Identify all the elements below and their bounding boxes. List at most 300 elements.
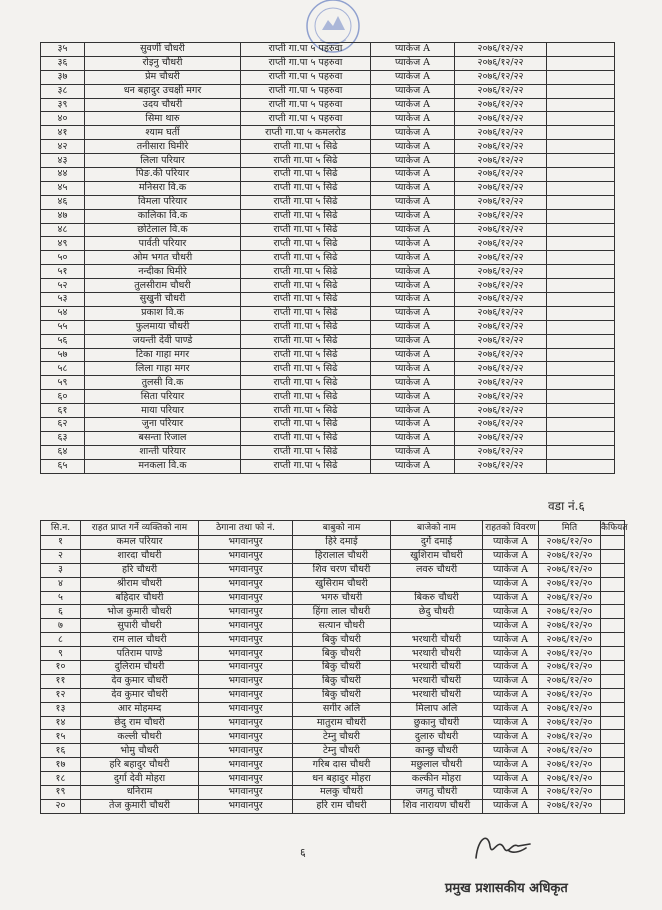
table-row [41, 591, 625, 605]
address-cell: भगवानपुर [199, 536, 293, 550]
grandfather-name-cell: मछुलाल चौधरी [391, 758, 483, 772]
date-cell: २०७६/१२/२२ [455, 112, 547, 126]
father-name-cell: बिकु चौधरी [293, 674, 391, 688]
serial-cell: ४५ [41, 181, 85, 195]
address-cell: राप्ती गा.पा ५ सिढे [241, 418, 371, 432]
table-row [41, 195, 615, 209]
table-row [41, 445, 615, 459]
name-cell: राम लाल चौधरी [81, 633, 199, 647]
address-cell: भगवानपुर [199, 661, 293, 675]
table-row [41, 418, 615, 432]
address-cell: राप्ती गा.पा ५ सिढे [241, 154, 371, 168]
date-cell: २०७६/१२/२० [539, 730, 601, 744]
table-row [41, 84, 615, 98]
column-header: सि.न. [41, 521, 81, 536]
date-cell: २०७६/१२/२२ [455, 431, 547, 445]
name-cell: मनकला वि.क [85, 459, 241, 473]
table-row [41, 744, 625, 758]
serial-cell: १ [41, 536, 81, 550]
relief-cell: प्याकेज A [483, 605, 539, 619]
father-name-cell: खुसिराम चौधरी [293, 577, 391, 591]
address-cell: भगवानपुर [199, 730, 293, 744]
grandfather-name-cell: कल्कीन मोहरा [391, 772, 483, 786]
father-name-cell: बिकु चौधरी [293, 661, 391, 675]
remarks-cell [547, 431, 615, 445]
name-cell: श्रीराम चौधरी [81, 577, 199, 591]
table-row [41, 293, 615, 307]
date-cell: २०७६/१२/२० [539, 702, 601, 716]
relief-cell: प्याकेज A [371, 459, 455, 473]
relief-cell: प्याकेज A [483, 702, 539, 716]
table-row [41, 536, 625, 550]
grandfather-name-cell: भरथारी चौधरी [391, 647, 483, 661]
relief-cell: प्याकेज A [483, 744, 539, 758]
relief-cell: प्याकेज A [483, 549, 539, 563]
father-name-cell: बिकु चौधरी [293, 633, 391, 647]
remarks-cell [601, 563, 625, 577]
name-cell: टिका गाहा मगर [85, 348, 241, 362]
relief-cell: प्याकेज A [371, 98, 455, 112]
relief-table-continued [40, 42, 615, 474]
date-cell: २०७६/१२/२२ [455, 418, 547, 432]
address-cell: राप्ती गा.पा ५ सिढे [241, 265, 371, 279]
relief-cell: प्याकेज A [371, 418, 455, 432]
relief-cell: प्याकेज A [371, 112, 455, 126]
date-cell: २०७६/१२/२० [539, 674, 601, 688]
name-cell: पिङ.की परियार [85, 168, 241, 182]
date-cell: २०७६/१२/२२ [455, 459, 547, 473]
serial-cell: ६५ [41, 459, 85, 473]
relief-cell: प्याकेज A [371, 431, 455, 445]
serial-cell: १५ [41, 730, 81, 744]
table-row [41, 633, 625, 647]
address-cell: राप्ती गा.पा ५ सिढे [241, 293, 371, 307]
relief-cell: प्याकेज A [371, 279, 455, 293]
father-name-cell: टेम्नु चौधरी [293, 730, 391, 744]
name-cell: फुलमाया चौधरी [85, 320, 241, 334]
table-row [41, 647, 625, 661]
date-cell: २०७६/१२/२२ [455, 306, 547, 320]
address-cell: राप्ती गा.पा ५ सिढे [241, 404, 371, 418]
address-cell: भगवानपुर [199, 647, 293, 661]
table-row [41, 799, 625, 813]
remarks-cell [547, 237, 615, 251]
table-row [41, 605, 625, 619]
name-cell: धन बहादुर उचक्षी मगर [85, 84, 241, 98]
serial-cell: ५५ [41, 320, 85, 334]
relief-cell: प्याकेज A [371, 404, 455, 418]
date-cell: २०७६/१२/२२ [455, 154, 547, 168]
relief-cell: प्याकेज A [483, 674, 539, 688]
address-cell: राप्ती गा.पा ५ सिढे [241, 320, 371, 334]
relief-cell: प्याकेज A [371, 56, 455, 70]
table-row [41, 140, 615, 154]
remarks-cell [547, 43, 615, 57]
name-cell: प्रकाश वि.क [85, 306, 241, 320]
address-cell: राप्ती गा.पा ५ सिढे [241, 237, 371, 251]
name-cell: हरि चौधरी [81, 563, 199, 577]
name-cell: कल्ली चौधरी [81, 730, 199, 744]
table-row [41, 688, 625, 702]
remarks-cell [547, 404, 615, 418]
remarks-cell [547, 390, 615, 404]
father-name-cell: हिरे दमाई [293, 536, 391, 550]
relief-cell: प्याकेज A [371, 154, 455, 168]
address-cell: भगवानपुर [199, 605, 293, 619]
table-row [41, 334, 615, 348]
grandfather-name-cell: भरथारी चौधरी [391, 674, 483, 688]
address-cell: राप्ती गा.पा ५ पहरुवा [241, 56, 371, 70]
table-row [41, 758, 625, 772]
table-row [41, 772, 625, 786]
date-cell: २०७६/१२/२२ [455, 43, 547, 57]
relief-cell: प्याकेज A [371, 168, 455, 182]
address-cell: राप्ती गा.पा ५ सिढे [241, 348, 371, 362]
address-cell: राप्ती गा.पा ५ कमलरोड [241, 126, 371, 140]
date-cell: २०७६/१२/२० [539, 619, 601, 633]
date-cell: २०७६/१२/२२ [455, 195, 547, 209]
relief-cell: प्याकेज A [371, 362, 455, 376]
table-row [41, 786, 625, 800]
table-row [41, 376, 615, 390]
name-cell: उदय चौधरी [85, 98, 241, 112]
serial-cell: ५ [41, 591, 81, 605]
remarks-cell [547, 70, 615, 84]
remarks-cell [547, 376, 615, 390]
serial-cell: ४९ [41, 237, 85, 251]
name-cell: तेज कुमारी चौधरी [81, 799, 199, 813]
table-row [41, 362, 615, 376]
name-cell: सुपारी चौधरी [81, 619, 199, 633]
relief-cell: प्याकेज A [483, 730, 539, 744]
father-name-cell: हिंगा लाल चौधरी [293, 605, 391, 619]
remarks-cell [547, 56, 615, 70]
date-cell: २०७६/१२/२० [539, 577, 601, 591]
address-cell: राप्ती गा.पा ५ सिढे [241, 181, 371, 195]
name-cell: विमला परियार [85, 195, 241, 209]
date-cell: २०७६/१२/२२ [455, 209, 547, 223]
relief-cell: प्याकेज A [483, 577, 539, 591]
relief-cell: प्याकेज A [371, 140, 455, 154]
remarks-cell [547, 459, 615, 473]
name-cell: जयन्ती देवी पाण्डे [85, 334, 241, 348]
remarks-cell [547, 348, 615, 362]
relief-cell: प्याकेज A [371, 293, 455, 307]
serial-cell: ४ [41, 577, 81, 591]
serial-cell: ५० [41, 251, 85, 265]
address-cell: राप्ती गा.पा ५ सिढे [241, 306, 371, 320]
name-cell: तुलसी वि.क [85, 376, 241, 390]
table-row [41, 716, 625, 730]
serial-cell: ६३ [41, 431, 85, 445]
grandfather-name-cell: मिलाप अलि [391, 702, 483, 716]
date-cell: २०७६/१२/२२ [455, 279, 547, 293]
address-cell: राप्ती गा.पा ५ सिढे [241, 390, 371, 404]
grandfather-name-cell [391, 577, 483, 591]
relief-cell: प्याकेज A [371, 70, 455, 84]
name-cell: प्रेम चौधरी [85, 70, 241, 84]
date-cell: २०७६/१२/२२ [455, 362, 547, 376]
name-cell: धनिराम [81, 786, 199, 800]
grandfather-name-cell: भरथारी चौधरी [391, 688, 483, 702]
date-cell: २०७६/१२/२२ [455, 334, 547, 348]
table-row [41, 154, 615, 168]
serial-cell: ४६ [41, 195, 85, 209]
serial-cell: १२ [41, 688, 81, 702]
remarks-cell [601, 716, 625, 730]
remarks-cell [547, 445, 615, 459]
serial-cell: ५९ [41, 376, 85, 390]
serial-cell: ५३ [41, 293, 85, 307]
table-row [41, 265, 615, 279]
name-cell: शारदा चौधरी [81, 549, 199, 563]
serial-cell: ५२ [41, 279, 85, 293]
address-cell: भगवानपुर [199, 619, 293, 633]
address-cell: भगवानपुर [199, 577, 293, 591]
grandfather-name-cell [391, 619, 483, 633]
name-cell: देव कुमार चौधरी [81, 674, 199, 688]
relief-cell: प्याकेज A [371, 265, 455, 279]
table-row [41, 237, 615, 251]
name-cell: तनीसारा घिमीरे [85, 140, 241, 154]
serial-cell: ५१ [41, 265, 85, 279]
serial-cell: १९ [41, 786, 81, 800]
serial-cell: २ [41, 549, 81, 563]
address-cell: भगवानपुर [199, 758, 293, 772]
serial-cell: १३ [41, 702, 81, 716]
relief-cell: प्याकेज A [483, 536, 539, 550]
date-cell: २०७६/१२/२२ [455, 70, 547, 84]
relief-table-ward-6 [40, 520, 628, 814]
address-cell: भगवानपुर [199, 563, 293, 577]
remarks-cell [601, 702, 625, 716]
remarks-cell [601, 647, 625, 661]
date-cell: २०७६/१२/२२ [455, 251, 547, 265]
name-cell: नन्दीका घिमीरे [85, 265, 241, 279]
address-cell: राप्ती गा.पा ५ पहरुवा [241, 112, 371, 126]
relief-cell: प्याकेज A [371, 223, 455, 237]
address-cell: राप्ती गा.पा ५ पहरुवा [241, 43, 371, 57]
name-cell: दुलिराम चौधरी [81, 661, 199, 675]
serial-cell: ११ [41, 674, 81, 688]
address-cell: राप्ती गा.पा ५ सिढे [241, 279, 371, 293]
date-cell: २०७६/१२/२० [539, 536, 601, 550]
page-number: ६ [300, 846, 306, 859]
date-cell: २०७६/१२/२२ [455, 140, 547, 154]
relief-cell: प्याकेज A [371, 334, 455, 348]
remarks-cell [547, 279, 615, 293]
name-cell: लिला परियार [85, 154, 241, 168]
address-cell: राप्ती गा.पा ५ सिढे [241, 223, 371, 237]
column-header: राहतको विवरण [483, 521, 539, 536]
serial-cell: ५४ [41, 306, 85, 320]
father-name-cell: सगीर अलि [293, 702, 391, 716]
relief-cell: प्याकेज A [371, 84, 455, 98]
remarks-cell [547, 195, 615, 209]
table-row [41, 348, 615, 362]
name-cell: देव कुमार चौधरी [81, 688, 199, 702]
serial-cell: ७ [41, 619, 81, 633]
serial-cell: ६ [41, 605, 81, 619]
grandfather-name-cell: जगतु चौधरी [391, 786, 483, 800]
address-cell: राप्ती गा.पा ५ सिढे [241, 362, 371, 376]
serial-cell: ४३ [41, 154, 85, 168]
address-cell: भगवानपुर [199, 633, 293, 647]
table-row [41, 168, 615, 182]
table-row [41, 251, 615, 265]
address-cell: राप्ती गा.पा ५ सिढे [241, 251, 371, 265]
remarks-cell [601, 536, 625, 550]
address-cell: भगवानपुर [199, 549, 293, 563]
relief-cell: प्याकेज A [483, 591, 539, 605]
serial-cell: ३९ [41, 98, 85, 112]
remarks-cell [547, 320, 615, 334]
remarks-cell [547, 98, 615, 112]
grandfather-name-cell: दुलारु चौधरी [391, 730, 483, 744]
father-name-cell: हिरालाल चौधरी [293, 549, 391, 563]
serial-cell: २० [41, 799, 81, 813]
table-row [41, 431, 615, 445]
grandfather-name-cell: भरथारी चौधरी [391, 633, 483, 647]
remarks-cell [601, 786, 625, 800]
relief-cell: प्याकेज A [371, 390, 455, 404]
relief-cell: प्याकेज A [483, 563, 539, 577]
serial-cell: १७ [41, 758, 81, 772]
date-cell: २०७६/१२/२० [539, 758, 601, 772]
name-cell: कमल परियार [81, 536, 199, 550]
date-cell: २०७६/१२/२२ [455, 168, 547, 182]
relief-cell: प्याकेज A [371, 445, 455, 459]
name-cell: सिता परियार [85, 390, 241, 404]
column-header: मिति [539, 521, 601, 536]
date-cell: २०७६/१२/२० [539, 647, 601, 661]
remarks-cell [547, 126, 615, 140]
date-cell: २०७६/१२/२० [539, 661, 601, 675]
serial-cell: ८ [41, 633, 81, 647]
remarks-cell [601, 619, 625, 633]
serial-cell: ५८ [41, 362, 85, 376]
date-cell: २०७६/१२/२० [539, 633, 601, 647]
date-cell: २०७६/१२/२० [539, 716, 601, 730]
serial-cell: ४८ [41, 223, 85, 237]
remarks-cell [547, 265, 615, 279]
name-cell: कालिका वि.क [85, 209, 241, 223]
date-cell: २०७६/१२/२० [539, 591, 601, 605]
relief-cell: प्याकेज A [483, 772, 539, 786]
name-cell: पतिराम पाण्डे [81, 647, 199, 661]
relief-cell: प्याकेज A [483, 647, 539, 661]
address-cell: भगवानपुर [199, 744, 293, 758]
relief-cell: प्याकेज A [483, 758, 539, 772]
relief-cell: प्याकेज A [483, 716, 539, 730]
name-cell: ओम भगत चौधरी [85, 251, 241, 265]
grandfather-name-cell: दुर्गे दमाई [391, 536, 483, 550]
table-row [41, 674, 625, 688]
date-cell: २०७६/१२/२२ [455, 320, 547, 334]
remarks-cell [601, 591, 625, 605]
grandfather-name-cell: लवरु चौधरी [391, 563, 483, 577]
remarks-cell [601, 674, 625, 688]
serial-cell: १६ [41, 744, 81, 758]
date-cell: २०७६/१२/२२ [455, 445, 547, 459]
remarks-cell [547, 181, 615, 195]
address-cell: राप्ती गा.पा ५ सिढे [241, 376, 371, 390]
remarks-cell [547, 223, 615, 237]
table-row [41, 112, 615, 126]
father-name-cell: टेम्नु चौधरी [293, 744, 391, 758]
address-cell: राप्ती गा.पा ५ पहरुवा [241, 70, 371, 84]
serial-cell: ६१ [41, 404, 85, 418]
relief-cell: प्याकेज A [371, 209, 455, 223]
address-cell: भगवानपुर [199, 702, 293, 716]
name-cell: छेदु राम चौधरी [81, 716, 199, 730]
table-row [41, 320, 615, 334]
relief-cell: प्याकेज A [483, 619, 539, 633]
name-cell: लिला गाहा मगर [85, 362, 241, 376]
table-row [41, 390, 615, 404]
table-row [41, 181, 615, 195]
remarks-cell [601, 744, 625, 758]
serial-cell: ३६ [41, 56, 85, 70]
remarks-cell [547, 362, 615, 376]
date-cell: २०७६/१२/२० [539, 563, 601, 577]
remarks-cell [601, 605, 625, 619]
father-name-cell: गरिब दास चौधरी [293, 758, 391, 772]
name-cell: सुवर्णी चौधरी [85, 43, 241, 57]
grandfather-name-cell: छुकानु चौधरी [391, 716, 483, 730]
serial-cell: ३ [41, 563, 81, 577]
date-cell: २०७६/१२/२० [539, 799, 601, 813]
address-cell: राप्ती गा.पा ५ सिढे [241, 140, 371, 154]
table-row [41, 404, 615, 418]
address-cell: राप्ती गा.पा ५ सिढे [241, 459, 371, 473]
father-name-cell: शिव चरण चौधरी [293, 563, 391, 577]
remarks-cell [547, 418, 615, 432]
date-cell: २०७६/१२/२० [539, 688, 601, 702]
table-row [41, 223, 615, 237]
father-name-cell: बिकु चौधरी [293, 647, 391, 661]
date-cell: २०७६/१२/२२ [455, 265, 547, 279]
address-cell: राप्ती गा.पा ५ सिढे [241, 431, 371, 445]
serial-cell: ३७ [41, 70, 85, 84]
name-cell: भोज कुमारी चौधरी [81, 605, 199, 619]
address-cell: राप्ती गा.पा ५ सिढे [241, 445, 371, 459]
serial-cell: ४७ [41, 209, 85, 223]
remarks-cell [601, 549, 625, 563]
relief-cell: प्याकेज A [371, 181, 455, 195]
date-cell: २०७६/१२/२० [539, 744, 601, 758]
remarks-cell [601, 661, 625, 675]
serial-cell: ६२ [41, 418, 85, 432]
date-cell: २०७६/१२/२२ [455, 293, 547, 307]
table-row [41, 549, 625, 563]
table-row [41, 279, 615, 293]
column-header: बाबुको नाम [293, 521, 391, 536]
table-row [41, 563, 625, 577]
name-cell: बसन्ता रिजाल [85, 431, 241, 445]
name-cell: बहिदार चौधरी [81, 591, 199, 605]
date-cell: २०७६/१२/२२ [455, 181, 547, 195]
remarks-cell [547, 306, 615, 320]
serial-cell: ९ [41, 647, 81, 661]
table-row [41, 619, 625, 633]
date-cell: २०७६/१२/२२ [455, 126, 547, 140]
date-cell: २०७६/१२/२२ [455, 223, 547, 237]
date-cell: २०७६/१२/२२ [455, 376, 547, 390]
serial-cell: ३८ [41, 84, 85, 98]
date-cell: २०७६/१२/२० [539, 772, 601, 786]
relief-cell: प्याकेज A [371, 43, 455, 57]
